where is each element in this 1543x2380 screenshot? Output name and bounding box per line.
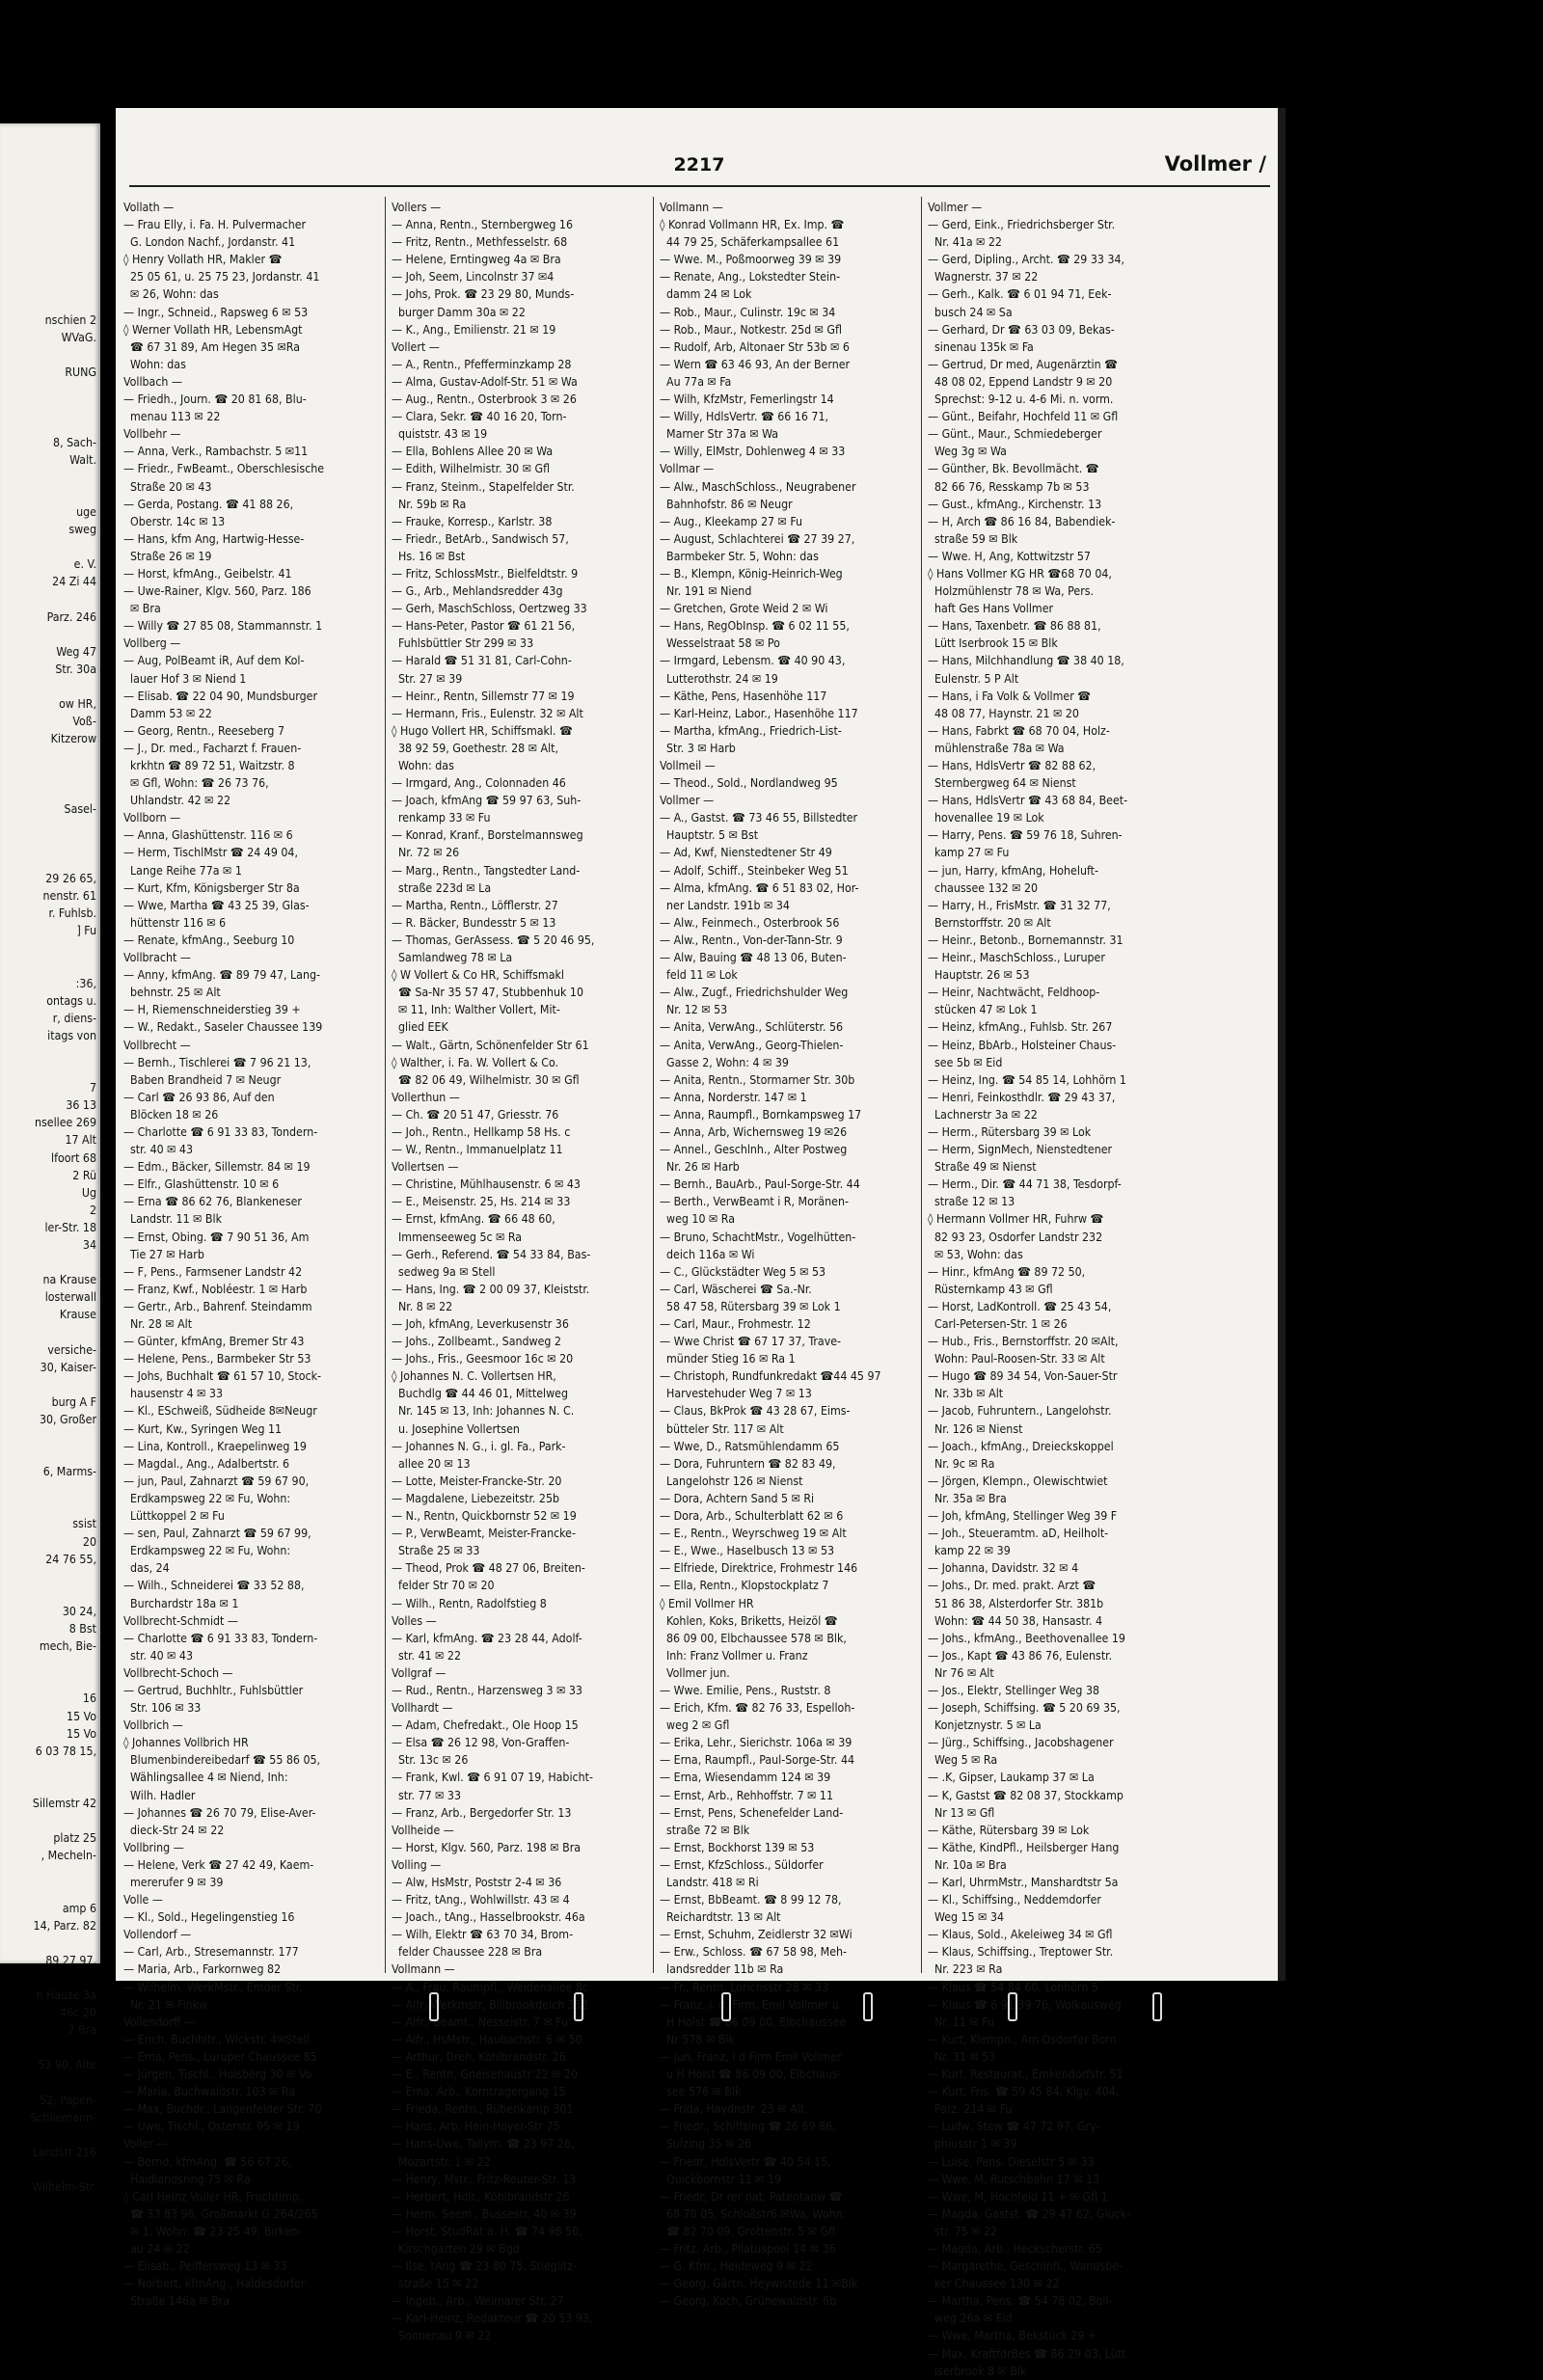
sprocket-mark — [1008, 1992, 1017, 2021]
column-divider — [653, 197, 654, 1973]
column-1-entries: Vollath — — Frau Elly, i. Fa. H. Pulvermacher G. London Nachf., Jordanstr. 41 ◊ Henry Vollath HR, Makler ☎ 25 05 61, u. 25 75 23, Jordanstr. 41 ✉ 26, Wohn: das — Ingr., Schneid., Rapsweg 6 ✉ 53 ◊ Werner Vollath HR, LebensmAgt ☎ 67 31 89, Am Hegen 35 ✉Ra Wohn: das Vollbach — — Friedh., Journ. ☎ 20 81 68, Blu- menau 113 ✉ 22 Vollbehr — — Anna, Verk., Rambachstr. 5 ✉11 — Friedr., FwBeamt., Oberschlesische Straße 20 ✉ 43 — Gerda, Postang. ☎ 41 88 26, Oberstr. 14c ✉ 13 — Hans, kfm Ang, Hartwig-Hesse- Straße 26 ✉ 19 — Horst, kfmAng., Geibelstr. 41 — Uwe-Rainer, Klgv. 560, Parz. 186 ✉ Bra — Willy ☎ 27 85 08, Stammannstr. 1 Vollberg — — Aug, PolBeamt iR, Auf dem Kol- lauer Hof 3 ✉ Niend 1 — Elisab. ☎ 22 04 90, Mundsburger Damm 53 ✉ 22 — Georg, Rentn., Reeseberg 7 — J., Dr. med., Facharzt f. Frauen- krkhtn ☎ 89 72 51, Waitzstr. 8 ✉ Gfl, Wohn: ☎ 26 73 76, Uhlandstr. 42 ✉ 22 Vollborn — — Anna, Glashüttenstr. 116 ✉ 6 — Herm, TischlMstr ☎ 24 49 04, Lange Reihe 77a ✉ 1 — Kurt, Kfm, Königsberger Str 8a — Wwe, Martha ☎ 43 25 39, Glas- hüttenstr 116 ✉ 6 — Renate, kfmAng., Seeburg 10 Vollbracht — — Anny, kfmAng. ☎ 89 79 47, Lang- behnstr. 25 ✉ Alt — H, Riemenschneiderstieg 39 + — W., Redakt., Saseler Chaussee 139 Vollbrecht — — Bernh., Tischlerei ☎ 7 96 21 13, Baben Brandheid 7 ✉ Neugr — Carl ☎ 26 93 86, Auf den Blöcken 18 ✉ 26 — Charlotte ☎ 6 91 33 83, Tondern- str. 40 ✉ 43 — Edm., Bäcker, Sillemstr. 84 ✉ 19 — Elfr., Glashüttenstr. 10 ✉ 6 — Erna ☎ 86 62 76, Blankeneser Landstr. 11 ✉ Blk — Ernst, Obing. ☎ 7 90 51 36, Am Tie 27 ✉ Harb — F, Pens., Farmsener Landstr 42 — Franz, Kwf., Nobléestr. 1 ✉ Harb — Gertr., Arb., Bahrenf. Steindamm Nr. 28 ✉ Alt — Günter, kfmAng, Bremer Str 43 — Helene, Pens., Barmbeker Str 53 — Johs, Buchhalt ☎ 61 57 10, Stock- hausenstr 4 ✉ 33 — Kl., ESchweiß, Südheide 8✉Neugr — Kurt, Kw., Syringen Weg 11 — Lina, Kontroll., Kraepelinweg 19 — Magdal., Ang., Adalbertstr. 6 — jun, Paul, Zahnarzt ☎ 59 67 90, Erdkampsweg 22 ✉ Fu, Wohn: Lüttkoppel 2 ✉ Fu — sen, Paul, Zahnarzt ☎ 59 67 99, Erdkampsweg 22 ✉ Fu, Wohn: das, 24 — Wilh., Schneiderei ☎ 33 52 88, Burchardstr 18a ✉ 1 Vollbrecht-Schmidt — — Charlotte ☎ 6 91 33 83, Tondern- str. 40 ✉ 43 Vollbrecht-Schoch — — Gertrud, Buchhltr., Fuhlsbüttler Str. 106 ✉ 33 Vollbrich — ◊ Johannes Vollbrich HR Blumenbindereibedarf ☎ 55 86 05, Wählingsallee 4 ✉ Niend, Inh: Wilh. Hadler — Johannes ☎ 26 70 79, Elise-Aver- dieck-Str 24 ✉ 22 Vollbring — — Helene, Verk ☎ 27 42 49, Kaem- mererufer 9 ✉ 39 Volle — — Kl., Sold., Hegelingenstieg 16 Vollendorf — — Carl, Arb., Stresemannstr. 177 — Maria, Arb., Farkornweg 82 — Wilhelm, WerkMstr., Emder Str. Nr. 21 ✉ Finkw Vollendorff — — Erich, Buchhltr., Wickstr. 4✉Stell — Erna, Pens., Luruper Chaussee 85 — Jürgen, Tischl., Hoisberg 30 ✉ Vo — Maria, Buchwaldstr. 103 ✉ Ra — Max, Buchdr., Langenfelder Str. 70 — Uwe, Tischl., Osterstr. 95 ✉ 19 Voller — — Bernd, kfmAng. ☎ 56 67 26, Haidlandsring 75 ✉ Ra ◊ Carl Heinz Voller HR, Fruchtimp. ☎ 33 83 96, Großmarkt G 264/265 ✉ 1, Wohn: ☎ 23 25 49, Birken- au 24 ✉ 22 — Elisab., Peiffersweg 13 ✉ 33 — Norbert, kfmAng., Haldesdorfer Straße 146a ✉ Bra — [123, 201, 325, 2309]
column-3 — [656, 199, 916, 2309]
column-1 — [120, 199, 380, 2309]
column-4-entries: Vollmer — — Gerd, Eink., Friedrichsberger Str. Nr. 41a ✉ 22 — Gerd, Dipling., Archt. ☎ 29 33 34, Wagnerstr. 37 ✉ 22 — Gerh., Kalk. ☎ 6 01 94 71, Eek- busch 24 ✉ Sa — Gerhard, Dr ☎ 63 03 09, Bekas- sinenau 135k ✉ Fa — Gertrud, Dr med, Augenärztin ☎ 48 08 02, Eppend Landstr 9 ✉ 20 Sprechst: 9-12 u. 4-6 Mi. n. vorm. — Günt., Beifahr, Hochfeld 11 ✉ Gfl — Günt., Maur., Schmiedeberger Weg 3g ✉ Wa — Günther, Bk. Bevollmächt. ☎ 82 66 76, Resskamp 7b ✉ 53 — Gust., kfmAng., Kirchenstr. 13 — H, Arch ☎ 86 16 84, Babendiek- straße 59 ✉ Blk — Wwe. H, Ang, Kottwitzstr 57 ◊ Hans Vollmer KG HR ☎68 70 04, Holzmühlenstr 78 ✉ Wa, Pers. haft Ges Hans Vollmer — Hans, Taxenbetr. ☎ 86 88 81, Lütt Iserbrook 15 ✉ Blk — Hans, Milchhandlung ☎ 38 40 18, Eulenstr. 5 P Alt — Hans, i Fa Volk & Vollmer ☎ 48 08 77, Haynstr. 21 ✉ 20 — Hans, Fabrkt ☎ 68 70 04, Holz- mühlenstraße 78a ✉ Wa — Hans, HdlsVertr ☎ 82 88 62, Sternbergweg 64 ✉ Nienst — Hans, HdlsVertr ☎ 43 68 84, Beet- hovenallee 19 ✉ Lok — Harry, Pens. ☎ 59 76 18, Suhren- kamp 27 ✉ Fu — jun, Harry, kfmAng, Hoheluft- chaussee 132 ✉ 20 — Harry, H., FrisMstr. ☎ 31 32 77, Bernstorffstr. 20 ✉ Alt — Heinr., Betonb., Bornemannstr. 31 — Heinr., MaschSchloss., Luruper Hauptstr. 26 ✉ 53 — Heinr, Nachtwächt, Feldhoop- stücken 47 ✉ Lok 1 — Heinz, kfmAng., Fuhlsb. Str. 267 — Heinz, BbArb., Holsteiner Chaus- see 5b ✉ Eid — Heinz, Ing. ☎ 54 85 14, Lohhörn 1 — Henri, Feinkosthdlr. ☎ 29 43 37, Lachnerstr 3a ✉ 22 — Herm., Rütersbarg 39 ✉ Lok — Herm, SignMech, Nienstedtener Straße 49 ✉ Nienst — Herm., Dir. ☎ 44 71 38, Tesdorpf- straße 12 ✉ 13 ◊ Hermann Vollmer HR, Fuhrw ☎ 82 93 23, Osdorfer Landstr 232 ✉ 53, Wohn: das — Hinr., kfmAng ☎ 89 72 50, Rüsternkamp 43 ✉ Gfl — Horst, LadKontroll. ☎ 25 43 54, Carl-Petersen-Str. 1 ✉ 26 — Hub., Fris., Bernstorffstr. 20 ✉Alt, Wohn: Paul-Roosen-Str. 33 ✉ Alt — Hugo ☎ 89 34 54, Von-Sauer-Str Nr. 33b ✉ Alt — Jacob, Fuhruntern., Langelohstr. Nr. 126 ✉ Nienst — Joach., kfmAng., Dreieckskoppel Nr. 9c ✉ Ra — Jörgen, Klempn., Olewischtwiet Nr. 35a ✉ Bra — Joh, kfmAng, Stellinger Weg 39 F — Joh., Steueramtm. aD, Heilholt- kamp 22 ✉ 39 — Johanna, Davidstr. 32 ✉ 4 — Johs., Dr. med. prakt. Arzt ☎ 51 86 38, Alsterdorfer Str. 381b Wohn: ☎ 44 50 38, Hansastr. 4 — Johs., kfmAng., Beethovenallee 19 — Jos., Kapt ☎ 43 86 76, Eulenstr. Nr 76 ✉ Alt — Jos., Elektr, Stellinger Weg 38 — Joseph, Schiffsing. ☎ 5 20 69 35, Konjetznystr. 5 ✉ La — Jürg., Schiffsing., Jacobshagener Weg 5 ✉ Ra — .K, Gipser, Laukamp 37 ✉ La — K, Gastst ☎ 82 08 37, Stockkamp Nr 13 ✉ Gfl — Käthe, Rütersbarg 39 ✉ Lok — Käthe, KindPfl., Heilsberger Hang Nr. 10a ✉ Bra — Karl, UhrmMstr., Manshardtstr 5a — Kl., Schiffsing., Neddemdorfer Weg 15 ✉ 34 — Klaus, Sold., Akeleiweg 34 ✉ Gfl — Klaus, Schiffsing., Treptower Str. Nr. 223 ✉ Ra — Klaus ☎ 54 84 60, Lohhörn 5 — Klaus ☎ 6 91 39 76, Wolkausweg Nr. 11 ✉ Fu — Kurt, Klempn., Am Osdorfer Born Nr. 31 ✉ 53 — Kurt, Restaurat., Emkendorfstr. 51 — Kurt, Fris. ☎ 59 45 84, Klgv. 404, Parz. 214 ✉ Fu — Ludw, Stew ☎ 47 72 97, Gry- phiusstr 1 ✉ 39 — Luise, Pens. Dieselstr 5 ✉ 33 — Wwe, M, Rutschbahn 17 ✉ 13 — Wwe, M, Hochfeld 11 + ✉ Gfl 1 — Magda, Gastst. ☎ 29 47 62, Gluck- str. 75 ✉ 22 — Magda, Arb., Heckscherstr. 65 — Margarethe, GeschInh., Wandsbe- ker Chaussee 130 ✉ 22 — Martha, Pens. ☎ 54 78 02, Boll- weg 26a ✉ Eid — Wwe, Martha, Bekstück 29 + — Max, KraftfdrBes ☎ 86 29 03, Lütt Iserbrook 8 ✉ Blk — [928, 201, 1131, 2378]
column-divider — [385, 197, 386, 1973]
left-page-edge — [0, 123, 100, 2195]
running-head: Vollmer / — [1164, 152, 1266, 176]
left-page-fragments — [2, 311, 96, 2196]
sprocket-mark — [574, 1992, 583, 2021]
column-3-entries: Vollmann — ◊ Konrad Vollmann HR, Ex. Imp. ☎ 44 79 25, Schäferkampsallee 61 — Wwe. M., Poßmoorweg 39 ✉ 39 — Renate, Ang., Lokstedter Stein- damm 24 ✉ Lok — Rob., Maur., Culinstr. 19c ✉ 34 — Rob., Maur., Notkestr. 25d ✉ Gfl — Rudolf, Arb, Altonaer Str 53b ✉ 6 — Wern ☎ 63 46 93, An der Berner Au 77a ✉ Fa — Wilh, KfzMstr, Femerlingstr 14 — Willy, HdlsVertr. ☎ 66 16 71, Marner Str 37a ✉ Wa — Willy, ElMstr, Dohlenweg 4 ✉ 33 Vollmar — — Alw., MaschSchloss., Neugrabener Bahnhofstr. 86 ✉ Neugr — Aug., Kleekamp 27 ✉ Fu — August, Schlachterei ☎ 27 39 27, Barmbeker Str. 5, Wohn: das — B., Klempn, König-Heinrich-Weg Nr. 191 ✉ Niend — Gretchen, Grote Weid 2 ✉ Wi — Hans, RegObInsp. ☎ 6 02 11 55, Wesselstraat 58 ✉ Po — Irmgard, Lebensm. ☎ 40 90 43, Lutterothstr. 24 ✉ 19 — Käthe, Pens, Hasenhöhe 117 — Karl-Heinz, Labor., Hasenhöhe 117 — Martha, kfmAng., Friedrich-List- Str. 3 ✉ Harb Vollmeil — — Theod., Sold., Nordlandweg 95 Vollmer — — A., Gastst. ☎ 73 46 55, Billstedter Hauptstr. 5 ✉ Bst — Ad, Kwf, Nienstedtener Str 49 — Adolf, Schiff., Steinbeker Weg 51 — Alma, kfmAng. ☎ 6 51 83 02, Hor- ner Landstr. 191b ✉ 34 — Alw., Feinmech., Osterbrook 56 — Alw., Rentn., Von-der-Tann-Str. 9 — Alw, Bauing ☎ 48 13 06, Buten- feld 11 ✉ Lok — Alw., Zugf., Friedrichshulder Weg Nr. 12 ✉ 53 — Anita, VerwAng., Schlüterstr. 56 — Anita, VerwAng., Georg-Thielen- Gasse 2, Wohn: 4 ✉ 39 — Anita, Rentn., Stormarner Str. 30b — Anna, Norderstr. 147 ✉ 1 — Anna, Raumpfl., Bornkampsweg 17 — Anna, Arb, Wichernsweg 19 ✉26 — Annel., Geschlnh., Alter Postweg Nr. 26 ✉ Harb — Bernh., BauArb., Paul-Sorge-Str. 44 — Berth., VerwBeamt i R, Moränen- weg 10 ✉ Ra — Bruno, SchachtMstr., Vogelhütten- deich 116a ✉ Wi — C., Glückstädter Weg 5 ✉ 53 — Carl, Wäscherei ☎ Sa.-Nr. 58 47 58, Rütersbarg 39 ✉ Lok 1 — Carl, Maur., Frohmestr. 12 — Wwe Christ ☎ 67 17 37, Trave- münder Stieg 16 ✉ Ra 1 — Christoph, Rundfunkredakt ☎44 45 97 Harvestehuder Weg 7 ✉ 13 — Claus, BkProk ☎ 43 28 67, Eims- bütteler Str. 117 ✉ Alt — Wwe, D., Ratsmühlendamm 65 — Dora, Fuhruntern ☎ 82 83 49, Langelohstr 126 ✉ Nienst — Dora, Achtern Sand 5 ✉ Ri — Dora, Arb., Schulterblatt 62 ✉ 6 — E., Rentn., Weyrschweg 19 ✉ Alt — E., Wwe., Haselbusch 13 ✉ 53 — Elfriede, Direktrice, Frohmestr 146 — Ella, Rentn., Klopstockplatz 7 ◊ Emil Vollmer HR Kohlen, Koks, Briketts, Heizöl ☎ 86 09 00, Elbchaussee 578 ✉ Blk, Inh: Franz Vollmer u. Franz Vollmer jun. — Wwe. Emilie, Pens., Ruststr. 8 — Erich, Kfm. ☎ 82 76 33, Espelloh- weg 2 ✉ Gfl — Erika, Lehr., Sierichstr. 106a ✉ 39 — Erna, Raumpfl., Paul-Sorge-Str. 44 — Erna, Wiesendamm 124 ✉ 39 — Ernst, Arb., Rehhoffstr. 7 ✉ 11 — Ernst, Pens, Schenefelder Land- straße 72 ✉ Blk — Ernst, Bockhorst 139 ✉ 53 — Ernst, KfzSchloss., Süldorfer Landstr. 418 ✉ Ri — Ernst, BbBeamt. ☎ 8 99 12 78, Reichardtstr. 13 ✉ Alt — Ernst, Schuhm, Zeidlerstr 32 ✉Wi — Erw., Schloss. ☎ 67 58 98, Meh- landsredder 11b ✉ Ra — Fr., Rentn, Lorichsstr 28 ✉ 33 — Franz, i. d. Firm. Emil Vollmer u. H Holst ☎ 86 09 00, Elbchaussee Nr 578 ✉ Blk — jun, Franz, i d Firm Emil Vollmer u H Holst ☎ 86 09 00, Elbchaus- see 576 ✉ Blk — Frida, Haydnstr. 23 ✉ Alt — Friedr., Schiffsing ☎ 26 69 86, Sulzing 35 ✉ 26 — Friedr, HdlsVertr ☎ 40 54 15, Quickbornstr 11 ✉ 19 — Friedr, Dr rer nat, Patentanw ☎ 68 70 05, Schloßstr6 ✉Wa, Wohn: ☎ 82 70 09, Grottenstr. 5 ✉ Gfl — Fritz, Arb., Pilatuspool 14 ✉ 36 — G. Kfm., Heideweg 9 ✉ 22 — Georg, Gärtn, Heywistede 11 ✉Blk — Georg, Koch, Grünewaldstr. 6b — [660, 201, 881, 2309]
left-page-fragments-text: nschien 2 WVaG. RUNG 8, Sach- Walt. uge sweg e. V. 24 Zi 44 Parz. 246 Weg 47 Str. 30a ow HR, Voß- Kitzerow Sasel- 29 26 65, nenstr. 61 r. Fuhlsb. ] Fu :36, ontags u. r, diens- itags von 7 36 13 nsellee 269 17 Alt lfoort 68 2 Rü Ug 2 ler-Str. 18 34 na Krause losterwall Krause versiche- 30, Kaiser- burg A F 30, Großer 6, Marms- ssist 20 24 76 55, 30 24, 8 Bst mech, Bie- 16 15 Vo 15 Vo 6 03 78 15, Sillemstr 42 platz 25 , Mecheln- amp 6 14, Parz. 82 89 27 97. n Hause 3a 46c 20 7 Bra 53 90, Alte 52, Papen- Schliemann- Landstr 216 Wilhelm-Str. — [30, 313, 96, 2195]
column-4 — [924, 199, 1184, 2378]
column-divider — [921, 197, 922, 1973]
film-sprocket-marks — [116, 1981, 1278, 2048]
page-number: 2217 — [673, 154, 725, 176]
header-rule — [129, 185, 1270, 187]
column-2 — [388, 199, 648, 2343]
directory-page — [116, 108, 1278, 2378]
column-2-entries: Vollers — — Anna, Rentn., Sternbergweg 16 — Fritz, Rentn., Methfesselstr. 68 — Helene, Erntingweg 4a ✉ Bra — Joh, Seem, Lincolnstr 37 ✉4 — Johs, Prok. ☎ 23 29 80, Munds- burger Damm 30a ✉ 22 — K., Ang., Emilienstr. 21 ✉ 19 Vollert — — A., Rentn., Pfefferminzkamp 28 — Alma, Gustav-Adolf-Str. 51 ✉ Wa — Aug., Rentn., Osterbrook 3 ✉ 26 — Clara, Sekr. ☎ 40 16 20, Torn- quiststr. 43 ✉ 19 — Ella, Bohlens Allee 20 ✉ Wa — Edith, Wilhelmistr. 30 ✉ Gfl — Franz, Steinm., Stapelfelder Str. Nr. 59b ✉ Ra — Frauke, Korresp., Karlstr. 38 — Friedr., BetArb., Sandwisch 57, Hs. 16 ✉ Bst — Fritz, SchlossMstr., Bielfeldtstr. 9 — G., Arb., Mehlandsredder 43g — Gerh, MaschSchloss, Oertzweg 33 — Hans-Peter, Pastor ☎ 61 21 56, Fuhlsbüttler Str 299 ✉ 33 — Harald ☎ 51 31 81, Carl-Cohn- Str. 27 ✉ 39 — Heinr., Rentn, Sillemstr 77 ✉ 19 — Hermann, Fris., Eulenstr. 32 ✉ Alt ◊ Hugo Vollert HR, Schiffsmakl. ☎ 38 92 59, Goethestr. 28 ✉ Alt, Wohn: das — Irmgard, Ang., Colonnaden 46 — Joach, kfmAng ☎ 59 97 63, Suh- renkamp 33 ✉ Fu — Konrad, Kranf., Borstelmannsweg Nr. 72 ✉ 26 — Marg., Rentn., Tangstedter Land- straße 223d ✉ La — Martha, Rentn., Löfflerstr. 27 — R. Bäcker, Bundesstr 5 ✉ 13 — Thomas, GerAssess. ☎ 5 20 46 95, Samlandweg 78 ✉ La ◊ W Vollert & Co HR, Schiffsmakl ☎ Sa-Nr 35 57 47, Stubbenhuk 10 ✉ 11, Inh: Walther Vollert, Mit- glied EEK — Walt., Gärtn, Schönenfelder Str 61 ◊ Walther, i. Fa. W. Vollert & Co. ☎ 82 06 49, Wilhelmistr. 30 ✉ Gfl Vollerthun — — Ch. ☎ 20 51 47, Griesstr. 76 — Joh., Rentn., Hellkamp 58 Hs. c — W., Rentn., Immanuelplatz 11 Vollertsen — — Christine, Mühlhausenstr. 6 ✉ 43 — E., Meisenstr. 25, Hs. 214 ✉ 33 — Ernst, kfmAng. ☎ 66 48 60, Immenseeweg 5c ✉ Ra — Gerh., Referend. ☎ 54 33 84, Bas- sedweg 9a ✉ Stell — Hans, Ing. ☎ 2 00 09 37, Kleiststr. Nr. 8 ✉ 22 — Joh, kfmAng, Leverkusenstr 36 — Johs., Zollbeamt., Sandweg 2 — Johs., Fris., Geesmoor 16c ✉ 20 ◊ Johannes N. C. Vollertsen HR, Buchdlg ☎ 44 46 01, Mittelweg Nr. 145 ✉ 13, Inh: Johannes N. C. u. Josephine Vollertsen — Johannes N. G., i. gl. Fa., Park- allee 20 ✉ 13 — Lotte, Meister-Francke-Str. 20 — Magdalene, Liebezeitstr. 25b — N., Rentn, Quickbornstr 52 ✉ 19 — P., VerwBeamt, Meister-Francke- Straße 25 ✉ 33 — Theod, Prok ☎ 48 27 06, Breiten- felder Str 70 ✉ 20 — Wilh., Rentn, Radolfstieg 8 Volles — — Karl, kfmAng. ☎ 23 28 44, Adolf- str. 41 ✉ 22 Vollgraf — — Rud., Rentn., Harzensweg 3 ✉ 33 Vollhardt — — Adam, Chefredakt., Ole Hoop 15 — Elsa ☎ 26 12 98, Von-Graffen- Str. 13c ✉ 26 — Frank, Kwl. ☎ 6 91 07 19, Habicht- str. 77 ✉ 33 — Franz, Arb., Bergedorfer Str. 13 Vollheide — — Horst, Klgv. 560, Parz. 198 ✉ Bra Volling — — Alw, HsMstr, Poststr 2-4 ✉ 36 — Fritz, tAng., Wohlwillstr. 43 ✉ 4 — Joach., tAng., Hasselbrookstr. 46a — Wilh, Elektr ☎ 63 70 34, Brom- felder Chaussee 228 ✉ Bra Vollmann — — A., Frau, Raumpfl., Weidenallee 8c — Alfr, Werkmstr, Billbrookdeich 352 — Alfr., Beamt., Nesselstr. 7 ✉ Fu — Alfr., HsMstr., Haubachstr. 6 ✉ 50 — Arthur, Dreh, Köhlbrandstr. 26 — E., Rentn, Gneisenaustr 22 ✉ 20 — Erna, Arb., Korntragergang 15 — Frieda, Rentn., Rübenkamp 301 — Hans, Arb, Hein-Hoyer-Str 75 — Hans-Uwe, Tallym. ☎ 23 97 26, Mozartstr. 1 ✉ 22 — Henry, Mstr., Fritz-Reuter-Str. 13 — Herbert, Hdlr., Köhlbrandstr 26 — Herm, Seem., Bussestr. 40 ✉ 39 — Horst, StudRat a. H. ☎ 74 98 50, Kirschgarten 29 ✉ Bgd — Ilse, tAng ☎ 23 80 75, Stieglitz- straße 15 ✉ 22 — Ingeb., Arb., Weimarer Str. 27 — Karl-Heinz, Redakteur ☎ 20 53 93, Sonnenau 9 ✉ 22 — [392, 201, 595, 2343]
sprocket-mark — [1152, 1992, 1162, 2021]
sprocket-mark — [721, 1992, 731, 2021]
sprocket-mark — [863, 1992, 873, 2021]
page-edge-shadow — [1278, 108, 1286, 1981]
sprocket-mark — [429, 1992, 439, 2021]
